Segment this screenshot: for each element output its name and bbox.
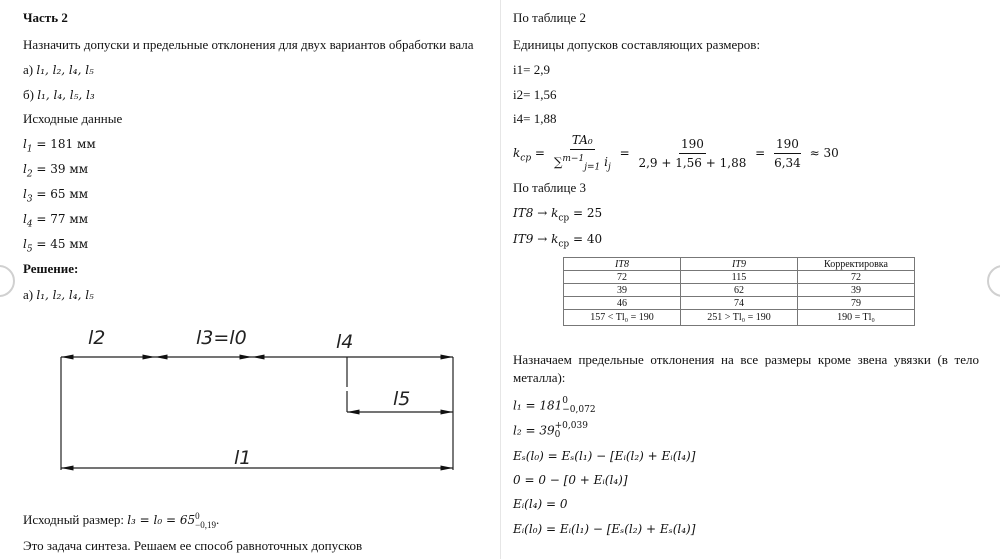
synthesis-text: Это задача синтеза. Решаем ее способ равноточных допусков	[23, 538, 363, 553]
dim-l1: $l_1 = 181$ мм	[23, 137, 96, 155]
table-row: 39 62 39	[564, 284, 915, 297]
table2-ref: По таблице 2	[513, 10, 586, 25]
variant-b-items: l₁, l₄, l₅, l₃	[37, 88, 95, 102]
table-row: 46 74 79	[564, 297, 915, 310]
kcp-formula: $k_{cp}$ = $\frac{\text{TA₀}}{\sum^{m-1}_{j=1} i_j}$ = $\frac{190}{2,9 + 1,56 + 1,88}$ = $\frac{190}{6,34}$ ≈ 30	[513, 133, 839, 173]
table-row: 72 115 72	[564, 271, 915, 284]
variant-a-prefix: а)	[23, 62, 34, 77]
dim-l2: $l_2 = 39$ мм	[23, 162, 89, 180]
tolerance-table	[563, 257, 915, 326]
unit-i1: i1= 2,9	[513, 62, 550, 77]
table-header-row: IT8 IT9 Корректировка	[564, 258, 915, 271]
dim-l5: $l_5 = 45$ мм	[23, 237, 89, 255]
it8-line: $IT8 \to k_{cp} = 25$	[513, 206, 603, 224]
l5-label: l5	[393, 388, 411, 410]
solution-label: Решение:	[23, 261, 79, 276]
task-text: Назначить допуски и предельные отклонения для двух вариантов обработки вала	[23, 37, 474, 52]
table3-ref: По таблице 3	[513, 180, 586, 195]
eq-l2: l₂ = 39 +0,039 0	[513, 421, 588, 440]
source-label: Исходные данные	[23, 111, 123, 126]
solution-a: а) l₁, l₂, l₄, l₅	[23, 287, 94, 302]
table-row: 157 < Tl₀ = 190 251 > Tl₀ = 190 190 = Tl₀	[564, 310, 915, 326]
equation-4: Eᵢ(l₀) = Eᵢ(l₁) − [Eₛ(l₂) + Eₛ(l₄)]	[513, 522, 696, 536]
unit-i2: i2= 1,56	[513, 87, 557, 102]
assign-text: Назначаем предельные отклонения на все размеры кроме звена увязки (в тело металла):	[513, 352, 979, 385]
it9-line: $IT9 \to k_{cp} = 40$	[513, 232, 603, 250]
equation-3: Eᵢ(l₄) = 0	[513, 497, 568, 511]
l3-label: l3=l0	[196, 327, 247, 349]
unit-i4: i4= 1,88	[513, 111, 557, 126]
dim-l3: $l_3 = 65$ мм	[23, 187, 89, 205]
dim-l4: $l_4 = 77$ мм	[23, 212, 89, 230]
eq-l1: l₁ = 181 0 −0,072	[513, 396, 596, 415]
section-heading: Часть 2	[23, 10, 68, 25]
variant-a-items: l₁, l₂, l₄, l₅	[36, 63, 94, 77]
equation-2: 0 = 0 − [0 + Eᵢ(l₄)]	[513, 473, 628, 487]
l1-label: l1	[234, 447, 252, 469]
l2-label: l2	[88, 327, 106, 349]
equation-1: Eₛ(l₀) = Eₛ(l₁) − [Eᵢ(l₂) + Eᵢ(l₄)]	[513, 449, 696, 463]
initial-size: Исходный размер: l₃ = l₀ = 65 0 −0,19 .	[23, 511, 220, 531]
variant-b-prefix: б)	[23, 87, 34, 102]
units-label: Единицы допусков составляющих размеров:	[513, 37, 761, 52]
l4-label: l4	[336, 331, 354, 353]
